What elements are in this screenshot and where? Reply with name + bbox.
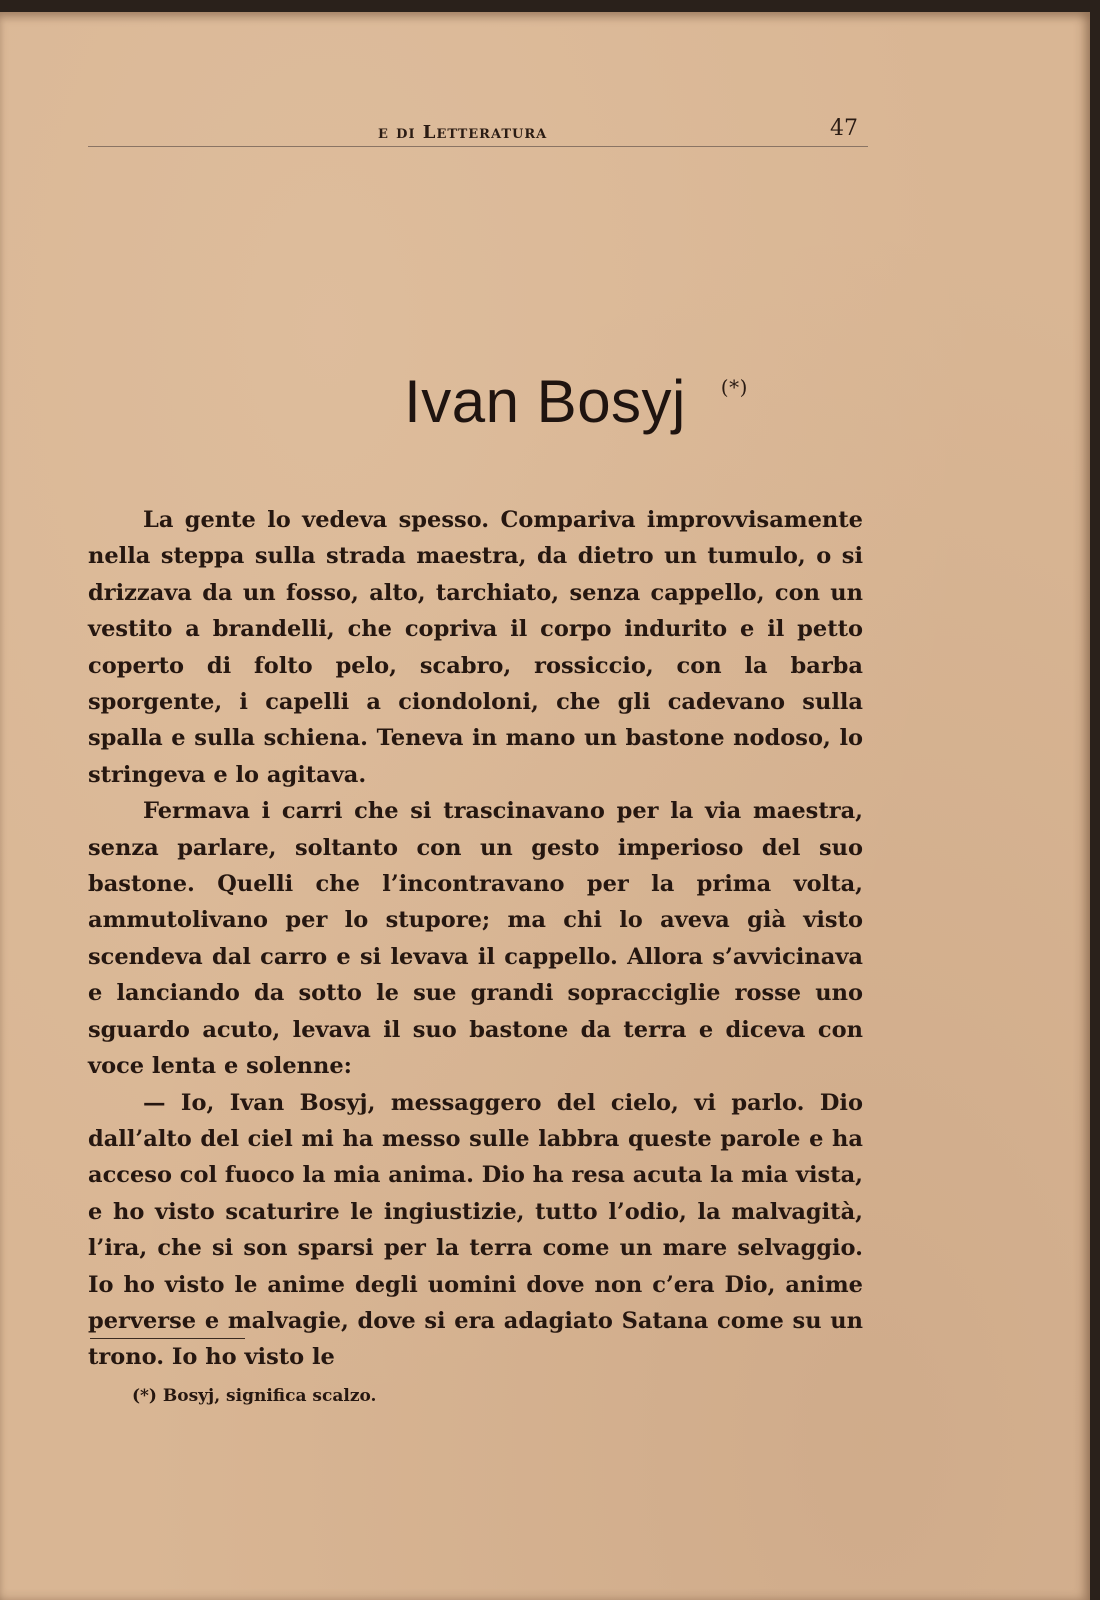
- article-title-text: Ivan Bosyj: [404, 368, 686, 435]
- title-footnote-marker: (*): [720, 375, 748, 399]
- article-title: [404, 367, 748, 436]
- paragraph: La gente lo vedeva spesso. Compariva improvvisamente nella steppa sulla strada maestra, da dietro un tumulo, o si drizzava da un fosso, alto, tarchiato, senza cappello, con un vestito a brandelli, che copriva il corpo indurito e il petto coperto di folto pelo, scabro, rossiccio, con la barba sporgente, i capelli a ciondoloni, che gli cadevano sulla spalla e sulla schiena. Teneva in mano un bastone nodoso, lo stringeva e lo agitava.: [88, 507, 863, 788]
- paragraph: — Io, Ivan Bosyj, messaggero del cielo, vi parlo. Dio dall’alto del ciel mi ha messo sulle labbra queste parole e ha acceso col fuoco la mia anima. Dio ha resa acuta la mia vista, e ho visto scaturire le ingiustizie, tutto l’odio, la malvagità, l’ira, che si son sparsi per la terra come un mare selvaggio. Io ho visto le anime degli uomini dove non c’era Dio, anime perverse e malvagie, dove si era adagiato Satana come su un trono. Io ho visto le: [88, 1089, 863, 1371]
- running-head: [88, 116, 868, 147]
- article-body: [88, 502, 863, 1376]
- article-title-block: [0, 367, 1090, 436]
- book-page: [0, 12, 1090, 1600]
- footnote-divider: [90, 1338, 245, 1339]
- paragraph: Fermava i carri che si trascinavano per la via maestra, senza parlare, soltanto con un gesto imperioso del suo bastone. Quelli che l’incontravano per la prima volta, ammutolivano per lo stupore; ma chi lo aveva già visto scendeva dal carro e si levava il cappello. Allora s’avvicinava e lanciando da sotto le sue grandi sopracciglie rosse uno sguardo acuto, levava il suo bastone da terra e diceva con voce lenta e solenne:: [88, 798, 863, 1080]
- footnote: (*) Bosyj, significa scalzo.: [132, 1386, 377, 1406]
- page-number: 47: [830, 116, 858, 141]
- running-title: e di Letteratura: [378, 122, 548, 143]
